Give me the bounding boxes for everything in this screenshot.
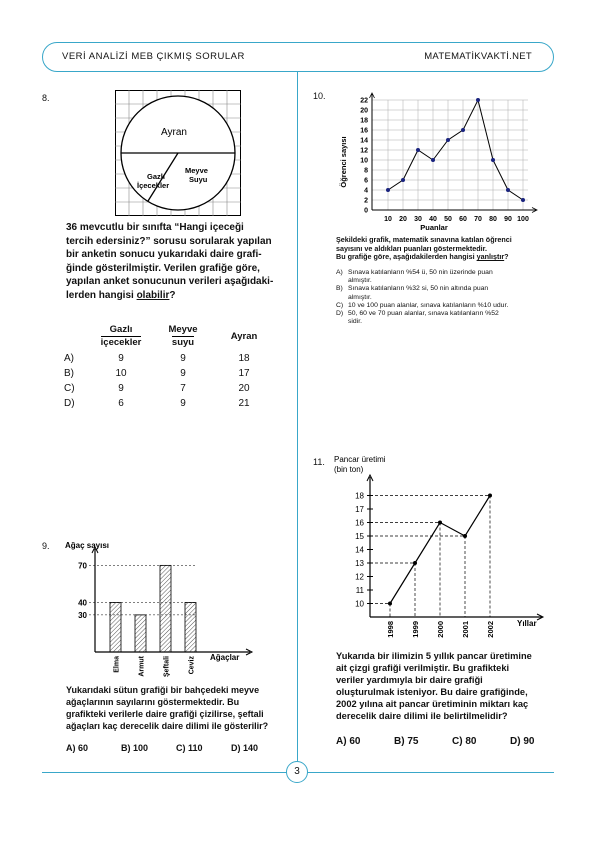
q11-xtick-label: 2002: [486, 621, 495, 638]
q8-label-meyve: Meyve: [185, 166, 208, 175]
q9-bar: [160, 565, 171, 652]
option-b[interactable]: B) Sınava katılanların %32 si, 50 nin altında puan almıştır.: [336, 285, 489, 301]
option-c[interactable]: C) 80: [452, 736, 477, 747]
page-number: 3: [286, 761, 308, 783]
q10-xtick-label: 100: [517, 216, 529, 223]
q11-ytick-label: 15: [355, 532, 364, 541]
q9-ylabel: Ağaç sayısı: [65, 541, 110, 550]
q10-data-point: [506, 188, 510, 192]
q10-data-point: [401, 178, 405, 182]
option-d[interactable]: D) 6 9 21: [64, 398, 250, 409]
q10-data-point: [446, 138, 450, 142]
q11-ytick-label: 13: [355, 559, 364, 568]
q11-ytick-label: 11: [355, 586, 364, 595]
q11-number: 11.: [313, 457, 325, 467]
q9-tick-label: 30: [78, 610, 87, 620]
q10-ytick-label: 20: [360, 107, 368, 115]
q8-label-gazli: İçecekler: [137, 181, 170, 190]
q10-options: [336, 269, 558, 326]
q10-xtick-label: 30: [414, 216, 422, 223]
q11-plot: [355, 475, 543, 638]
q10-xtick-label: 90: [504, 216, 512, 223]
q10-ytick-label: 0: [364, 207, 368, 215]
q10-xtick-label: 70: [474, 216, 482, 223]
q8-label-meyve: Suyu: [189, 175, 208, 184]
q10-xlabel: Puanlar: [420, 223, 448, 232]
q8-label-ayran: Ayran: [161, 127, 187, 138]
q9-category-label: Ceviz: [188, 656, 196, 675]
q9-bar: [185, 603, 196, 653]
q11-data-point: [438, 521, 442, 525]
q10-data-point: [386, 188, 390, 192]
option-d[interactable]: D) 90: [510, 736, 535, 747]
q10-data-point: [431, 158, 435, 162]
option-a[interactable]: A) 60: [336, 736, 361, 747]
q10-ytick-label: 8: [364, 167, 368, 175]
option-a[interactable]: A) Sınava katılanların %54 ü, 50 nin üzerinde puan almıştır.: [336, 269, 493, 285]
q9-category-label: Şeftali: [163, 656, 171, 678]
q11-ylabel: Pancar üretimi: [334, 455, 386, 464]
q9-tick-label: 40: [78, 598, 87, 608]
q11-ytick-label: 12: [355, 572, 364, 582]
q11-data-point: [463, 534, 467, 538]
q8-question: 36 mevcutlu bir sınıfta “Hangi içeceği tercih edersiniz?” sorusu sorularak yapılan bir anketin sonucu yukarıdaki daire grafi- ğinde gösterilmiştir. Verilen grafiğe göre, yapılan anket sonucunun verileri aşağıdaki- lerden hangisi olabilir?: [66, 222, 274, 301]
q11-xtick-label: 1998: [386, 621, 395, 638]
q9-bar: [110, 603, 121, 653]
q10-data-point: [416, 148, 420, 152]
q10-xtick-label: 50: [444, 216, 452, 223]
q10-ytick-label: 22: [360, 97, 368, 105]
option-d[interactable]: D) 50, 60 ve 70 puan alanlar, sınava katılanların %52 sidir.: [336, 310, 499, 326]
q9-bar-chart: [60, 535, 260, 680]
q9-category-label: Elma: [113, 656, 121, 673]
q11-xtick-label: 2000: [436, 621, 445, 638]
q11-data-point: [488, 494, 492, 498]
q8-number: 8.: [42, 93, 50, 103]
q10-plot: [360, 93, 537, 223]
q10-data-point: [476, 98, 480, 102]
q10-xtick-label: 80: [489, 216, 497, 223]
option-c[interactable]: C) 110: [176, 743, 203, 753]
q9-number: 9.: [42, 541, 50, 551]
q11-ytick-label: 10: [355, 599, 364, 609]
q10-data-point: [491, 158, 495, 162]
q11-xtick-label: 2001: [461, 621, 470, 638]
q10-question: Şekildeki grafik, matematik sınavına katılan öğrenci sayısını ve aldıkları puanları göstermektedir. Bu grafiğe göre, aşağıdakilerden hangisi yanlıştır?: [336, 235, 512, 261]
option-c[interactable]: C) 10 ve 100 puan alanlar, sınava katılanların %10 udur.: [336, 301, 509, 309]
q10-ytick-label: 6: [364, 177, 368, 185]
q11-ytick-label: 16: [355, 518, 364, 528]
option-c[interactable]: C) 9 7 20: [64, 383, 250, 394]
q10-ytick-label: 14: [360, 137, 368, 145]
option-b[interactable]: B) 75: [394, 736, 419, 747]
q9-xlabel: Ağaçlar: [210, 653, 240, 662]
q11-question: Yukarıda bir ilimizin 5 yıllık pancar üretimine ait çizgi grafiği verilmiştir. Bu grafikteki veriler yardımıyla bir daire grafiği oluşturulmak isteniyor. Bu daire grafiğinde, 2002 yılına ait pancar üretiminin miktarı kaç derecelik daire dilimi ile belirtilmelidir?: [336, 651, 532, 721]
q10-ytick-label: 16: [360, 127, 368, 135]
q10-ytick-label: 10: [360, 157, 368, 165]
column-divider: [297, 72, 298, 772]
header-site: MATEMATİKVAKTİ.NET: [424, 51, 532, 62]
q10-xtick-label: 10: [384, 216, 392, 223]
q10-ytick-label: 4: [364, 187, 368, 195]
q10-ytick-label: 18: [360, 117, 368, 125]
q11-xtick-label: 1999: [411, 621, 420, 638]
q9-bar: [135, 615, 146, 652]
q8-pie-chart: [115, 90, 241, 216]
q9-tick-label: 70: [78, 561, 87, 571]
option-b[interactable]: B) 10 9 17: [64, 368, 250, 379]
q11-xlabel: Yıllar: [517, 619, 537, 628]
q10-ytick-label: 2: [364, 197, 368, 205]
option-d[interactable]: D) 140: [231, 743, 259, 753]
q10-ylabel: Öğrenci sayısı: [339, 136, 348, 188]
option-a[interactable]: A) 9 9 18: [64, 353, 250, 364]
q10-xtick-label: 60: [459, 216, 467, 223]
q11-ytick-label: 18: [355, 491, 364, 501]
q11-ytick-label: 17: [355, 505, 364, 514]
q11-data-point: [413, 561, 417, 565]
option-a[interactable]: A) 60: [66, 743, 89, 753]
q11-ytick-label: 14: [355, 545, 364, 555]
q10-number: 10.: [313, 91, 326, 101]
q10-xtick-label: 40: [429, 216, 437, 223]
q11-ylabel: (bin ton): [334, 465, 364, 474]
q9-category-label: Armut: [138, 656, 146, 677]
q10-data-point: [461, 128, 465, 132]
q8-label-gazli: Gazlı: [147, 172, 165, 181]
q10-data-point: [521, 198, 525, 202]
q8-answer-table: Gazlı içecekler Meyve suyu Ayran A) 9 9 18 B) 10 9 17 C) 9 7 20 D) 6 9 21: [64, 321, 274, 411]
option-b[interactable]: B) 100: [121, 743, 149, 753]
q11-line-chart: [330, 452, 555, 647]
q11-data-point: [388, 602, 392, 606]
q9-question: Yukarıdaki sütun grafiği bir bahçedeki meyve ağaçlarının sayılarını göstermektedir. Bu grafikteki verilerle daire grafiği çizilirse, şeftali ağaçları kaç derecelik daire dilimi ile gösterilir?: [66, 685, 269, 731]
q10-line-chart: [336, 92, 546, 232]
header-title: VERİ ANALİZİ MEB ÇIKMIŞ SORULAR: [62, 51, 245, 62]
q10-xtick-label: 20: [399, 216, 407, 223]
q10-ytick-label: 12: [360, 147, 368, 155]
